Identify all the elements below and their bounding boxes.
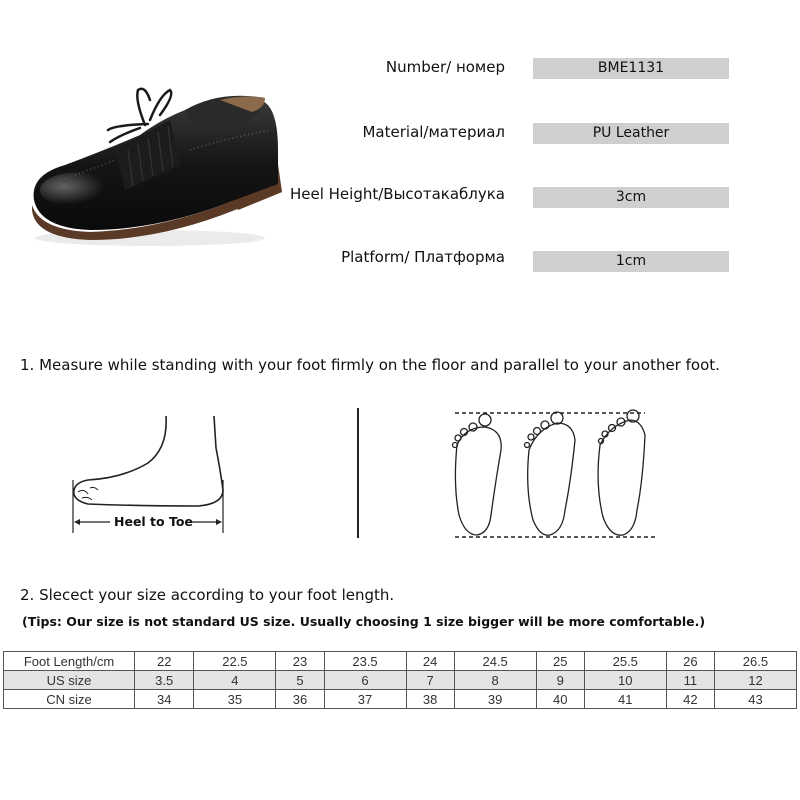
spec-value-material: PU Leather	[533, 123, 729, 144]
table-cell: 25.5	[584, 652, 666, 671]
table-cell: 12	[714, 671, 796, 690]
table-cell: 26	[666, 652, 714, 671]
table-cell: 42	[666, 690, 714, 709]
spec-value-platform: 1cm	[533, 251, 729, 272]
row-header: Foot Length/cm	[4, 652, 135, 671]
table-cell: 39	[454, 690, 536, 709]
table-cell: 41	[584, 690, 666, 709]
table-cell: 34	[135, 690, 194, 709]
table-cell: 26.5	[714, 652, 796, 671]
spec-value-number: BME1131	[533, 58, 729, 79]
heel-to-toe-label: Heel to Toe	[114, 514, 193, 529]
table-cell: 37	[324, 690, 406, 709]
table-cell: 24	[406, 652, 454, 671]
spec-label-material: Material/материал	[362, 123, 505, 141]
table-cell: 6	[324, 671, 406, 690]
size-chart-table	[3, 651, 797, 709]
spec-label-platform: Platform/ Платформа	[341, 248, 505, 266]
step2-heading: 2. Slecect your size according to your foot length.	[20, 586, 395, 604]
table-cell: 11	[666, 671, 714, 690]
table-row	[4, 671, 797, 690]
table-cell: 3.5	[135, 671, 194, 690]
shoe-image	[20, 80, 290, 250]
table-row	[4, 652, 797, 671]
feet-top-view-diagram	[445, 405, 660, 545]
table-cell: 24.5	[454, 652, 536, 671]
spec-label-number: Number/ номер	[385, 58, 505, 76]
spec-label-heel-height: Heel Height/Высотакаблука	[289, 185, 505, 203]
table-cell: 22	[135, 652, 194, 671]
table-cell: 23	[276, 652, 324, 671]
divider	[357, 408, 359, 538]
table-cell: 8	[454, 671, 536, 690]
table-cell: 22.5	[194, 652, 276, 671]
row-header: US size	[4, 671, 135, 690]
table-cell: 35	[194, 690, 276, 709]
table-cell: 10	[584, 671, 666, 690]
table-cell: 43	[714, 690, 796, 709]
table-cell: 36	[276, 690, 324, 709]
table-cell: 9	[536, 671, 584, 690]
table-cell: 38	[406, 690, 454, 709]
tips-text: (Tips: Our size is not standard US size. Usually choosing 1 size bigger will be more comfortable.)	[22, 614, 706, 629]
spec-value-heel-height: 3cm	[533, 187, 729, 208]
table-cell: 7	[406, 671, 454, 690]
table-cell: 40	[536, 690, 584, 709]
table-row	[4, 690, 797, 709]
table-cell: 25	[536, 652, 584, 671]
table-cell: 5	[276, 671, 324, 690]
table-cell: 23.5	[324, 652, 406, 671]
step1-heading: 1. Measure while standing with your foot firmly on the floor and parallel to your another foot.	[20, 356, 720, 374]
row-header: CN size	[4, 690, 135, 709]
table-cell: 4	[194, 671, 276, 690]
